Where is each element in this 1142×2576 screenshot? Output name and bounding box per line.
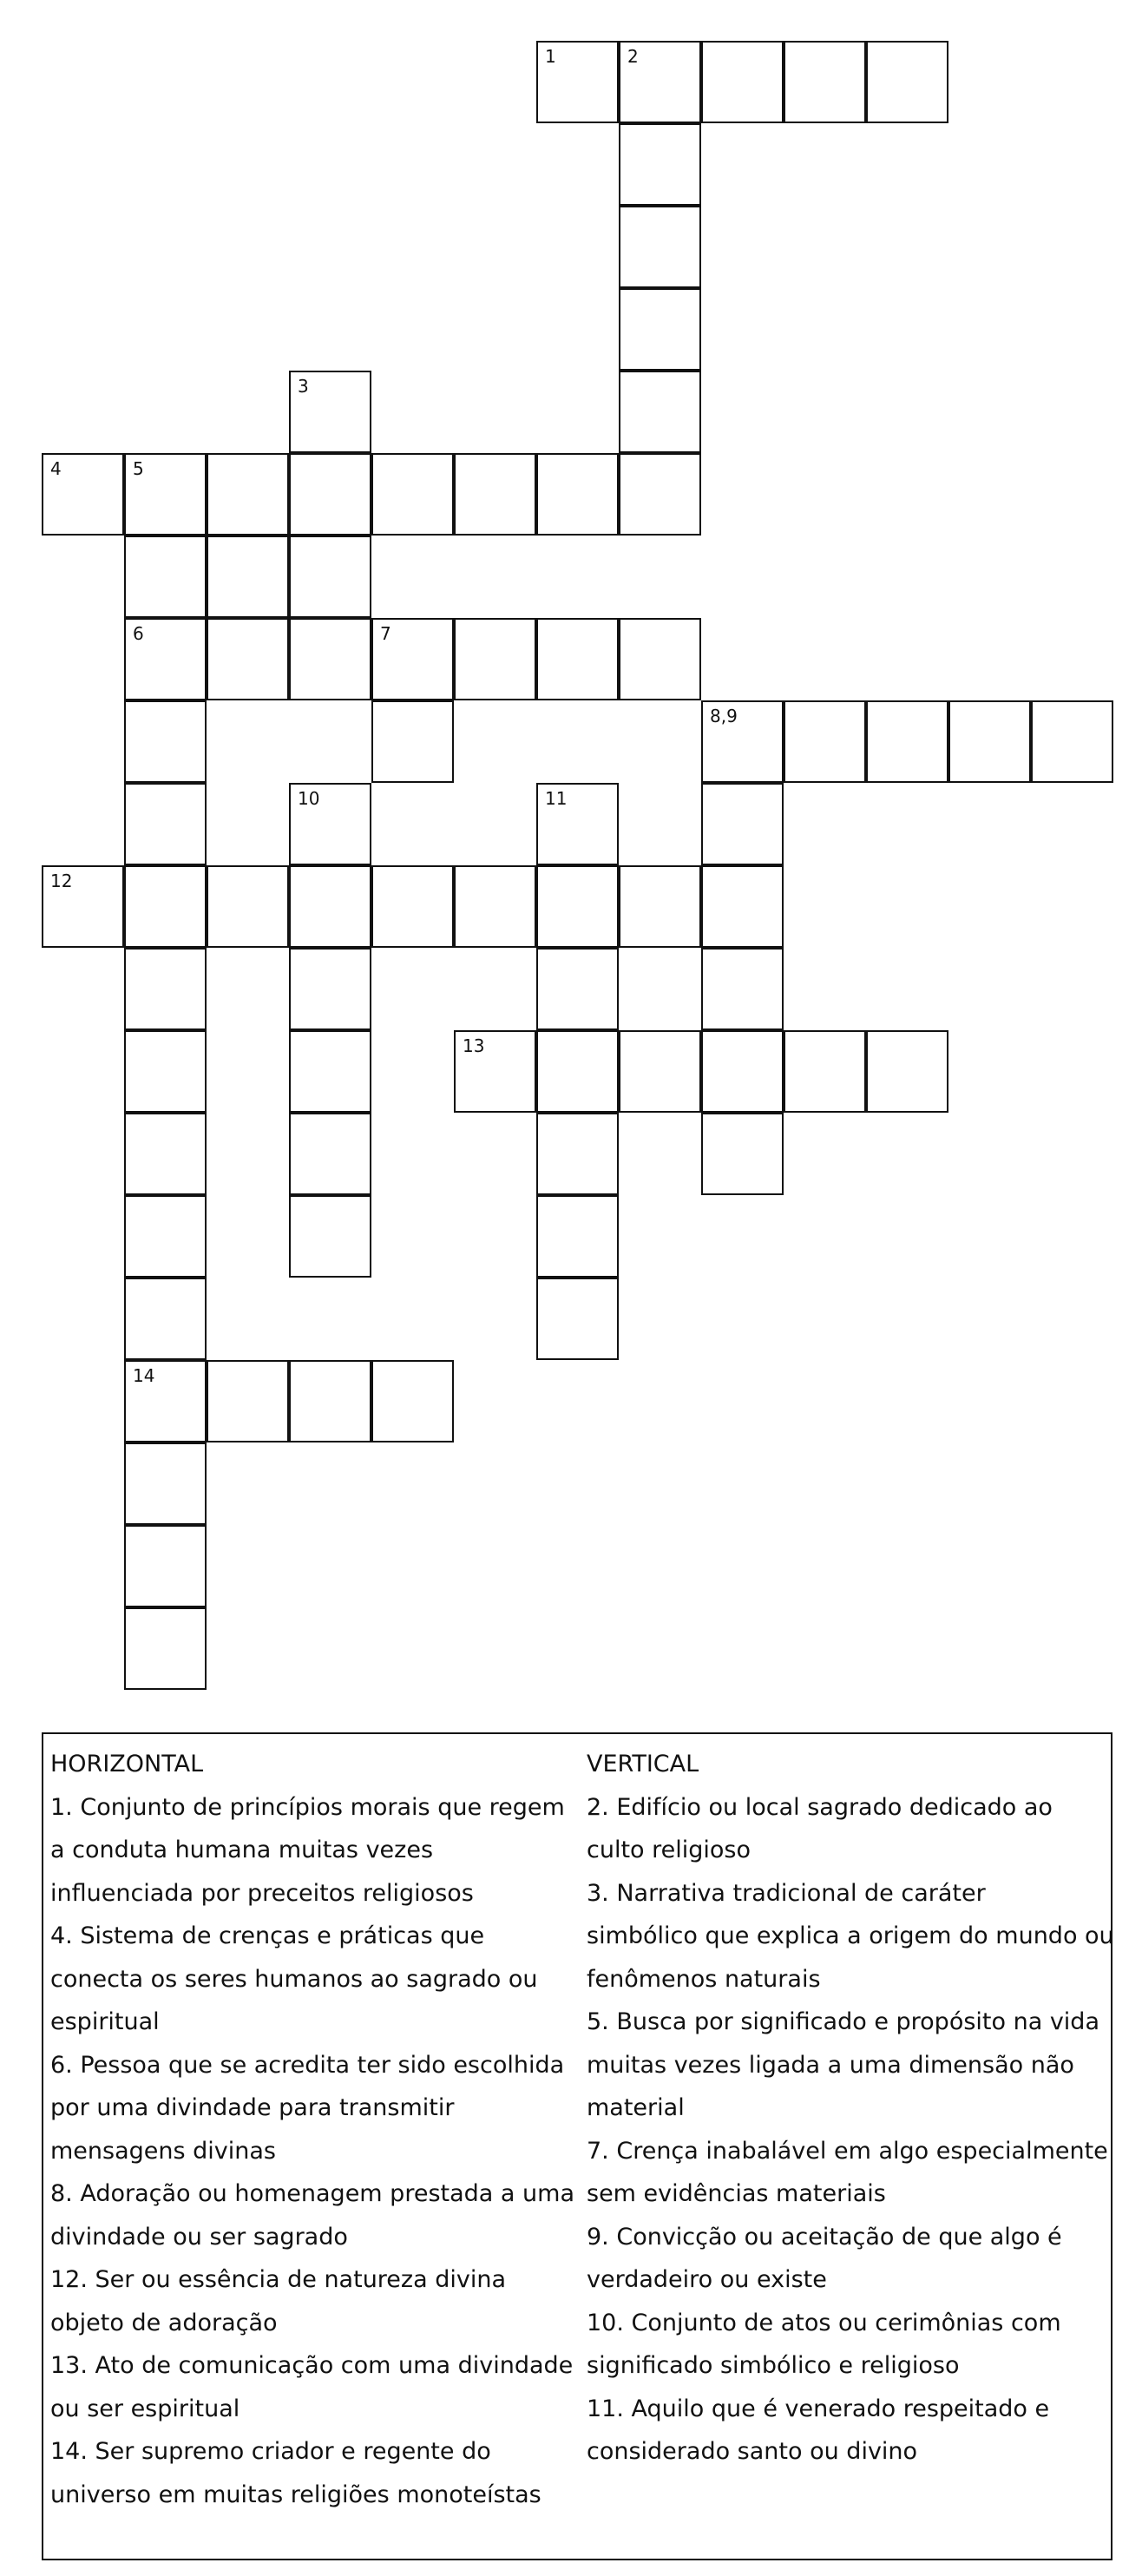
grid-cell[interactable]	[701, 865, 784, 948]
clue-line: 14. Ser supremo criador e regente do	[50, 2438, 491, 2465]
grid-cell[interactable]	[124, 1195, 207, 1278]
grid-cell[interactable]	[124, 700, 207, 783]
clue-line: fenômenos naturais	[587, 1965, 821, 1993]
clue-heading: HORIZONTAL	[50, 1751, 204, 1778]
grid-cell[interactable]	[701, 948, 784, 1030]
grid-cell[interactable]	[536, 1278, 619, 1360]
clue-line: divindade ou ser sagrado	[50, 2223, 348, 2251]
grid-cell[interactable]	[619, 865, 701, 948]
grid-cell[interactable]	[124, 536, 207, 618]
grid-cell[interactable]	[948, 700, 1031, 783]
grid-cell[interactable]	[124, 948, 207, 1030]
clue-line: espiritual	[50, 2008, 160, 2035]
clue-line: verdadeiro ou existe	[587, 2266, 827, 2293]
grid-cell[interactable]	[124, 1360, 207, 1442]
grid-cell[interactable]	[207, 536, 289, 618]
horizontal-clues	[50, 1743, 584, 2516]
clue-line: 8. Adoração ou homenagem prestada a uma	[50, 2180, 574, 2207]
clue-line: 13. Ato de comunicação com uma divindade	[50, 2352, 574, 2379]
grid-cell[interactable]	[289, 1113, 371, 1195]
clue-line: 6. Pessoa que se acredita ter sido escolhida	[50, 2051, 565, 2079]
grid-cell[interactable]	[207, 453, 289, 536]
grid-cell[interactable]	[536, 41, 619, 123]
grid-cell[interactable]	[619, 1030, 701, 1113]
grid-cell[interactable]	[536, 1113, 619, 1195]
grid-cell[interactable]	[371, 700, 454, 783]
clue-line: simbólico que explica a origem do mundo ou	[587, 1922, 1114, 1949]
clue-line: sem evidências materiais	[587, 2180, 886, 2207]
grid-cell[interactable]	[124, 1442, 207, 1525]
grid-cell[interactable]	[619, 371, 701, 453]
grid-cell[interactable]	[536, 865, 619, 948]
grid-cell[interactable]	[536, 783, 619, 865]
grid-cell[interactable]	[866, 41, 948, 123]
clue-line: ou ser espiritual	[50, 2395, 240, 2422]
clue-line: 11. Aquilo que é venerado respeitado e	[587, 2395, 1050, 2422]
grid-cell[interactable]	[207, 1360, 289, 1442]
clue-line: culto religioso	[587, 1837, 751, 1863]
vertical-clues	[587, 1743, 1114, 2474]
grid-cell[interactable]	[289, 453, 371, 536]
grid-cell[interactable]	[124, 783, 207, 865]
clue-line: 10. Conjunto de atos ou cerimônias com	[587, 2309, 1061, 2336]
clue-heading: VERTICAL	[587, 1751, 699, 1778]
clue-line: universo em muitas religiões monoteístas	[50, 2481, 541, 2508]
grid-cell[interactable]	[454, 453, 536, 536]
grid-cell[interactable]	[619, 288, 701, 371]
grid-cell[interactable]	[124, 1525, 207, 1607]
grid-cell[interactable]	[536, 948, 619, 1030]
clues-box	[42, 1732, 1112, 2560]
clue-line: muitas vezes ligada a uma dimensão não	[587, 2051, 1074, 2079]
grid-cell[interactable]	[454, 865, 536, 948]
grid-cell[interactable]	[536, 453, 619, 536]
grid-cell[interactable]	[784, 700, 866, 783]
grid-cell[interactable]	[784, 1030, 866, 1113]
clue-line: 4. Sistema de crenças e práticas que	[50, 1922, 485, 1949]
clue-line: considerado santo ou divino	[587, 2438, 918, 2465]
grid-cell[interactable]	[619, 453, 701, 536]
clue-number: 2	[627, 46, 639, 67]
clue-line: 2. Edifício ou local sagrado dedicado ao	[587, 1793, 1053, 1821]
grid-cell[interactable]	[124, 1607, 207, 1690]
clue-number: 13	[463, 1035, 485, 1056]
clue-number: 3	[298, 376, 309, 397]
grid-cell[interactable]	[289, 1195, 371, 1278]
grid-cell[interactable]	[701, 1030, 784, 1113]
grid-cell[interactable]	[866, 1030, 948, 1113]
grid-cell[interactable]	[619, 123, 701, 206]
grid-cell[interactable]	[701, 783, 784, 865]
grid-cell[interactable]	[289, 1030, 371, 1113]
grid-cell[interactable]	[207, 865, 289, 948]
grid-cell[interactable]	[701, 700, 784, 783]
grid-cell[interactable]	[536, 1195, 619, 1278]
grid-cell[interactable]	[124, 1030, 207, 1113]
grid-cell[interactable]	[454, 618, 536, 700]
grid-cell[interactable]	[1031, 700, 1113, 783]
clue-number: 5	[133, 458, 144, 479]
grid-cell[interactable]	[289, 618, 371, 700]
clue-number: 8,9	[710, 706, 738, 726]
grid-cell[interactable]	[124, 453, 207, 536]
clue-line: material	[587, 2094, 685, 2121]
clue-line: 12. Ser ou essência de natureza divina	[50, 2266, 506, 2293]
clue-number: 1	[545, 46, 556, 67]
clue-line: 5. Busca por significado e propósito na vida	[587, 2008, 1099, 2035]
clue-number: 10	[298, 788, 320, 809]
grid-cell[interactable]	[289, 783, 371, 865]
grid-cell[interactable]	[124, 618, 207, 700]
clue-line: 9. Convicção ou aceitação de que algo é	[587, 2223, 1062, 2251]
clue-line: 7. Crença inabalável em algo especialmente	[587, 2137, 1108, 2165]
grid-cell[interactable]	[124, 1113, 207, 1195]
grid-cell[interactable]	[701, 1113, 784, 1195]
grid-cell[interactable]	[289, 371, 371, 453]
grid-cell[interactable]	[207, 618, 289, 700]
clue-number: 14	[133, 1365, 155, 1386]
grid-cell[interactable]	[289, 1360, 371, 1442]
grid-cell[interactable]	[536, 1030, 619, 1113]
grid-cell[interactable]	[701, 41, 784, 123]
clue-line: mensagens divinas	[50, 2137, 276, 2165]
grid-cell[interactable]	[124, 865, 207, 948]
grid-cell[interactable]	[866, 700, 948, 783]
grid-cell[interactable]	[42, 453, 124, 536]
clue-line: conecta os seres humanos ao sagrado ou	[50, 1965, 538, 1993]
clue-number: 4	[50, 458, 62, 479]
grid-cell[interactable]	[454, 1030, 536, 1113]
grid-cell[interactable]	[619, 41, 701, 123]
clue-line: significado simbólico e religioso	[587, 2352, 960, 2379]
clue-line: influenciada por preceitos religiosos	[50, 1879, 474, 1907]
clue-line: 3. Narrativa tradicional de caráter	[587, 1879, 986, 1907]
grid-cell[interactable]	[619, 206, 701, 288]
clue-number: 12	[50, 871, 73, 891]
clue-line: 1. Conjunto de princípios morais que regem	[50, 1793, 565, 1821]
grid-cell[interactable]	[371, 865, 454, 948]
grid-cell[interactable]	[371, 453, 454, 536]
grid-cell[interactable]	[289, 536, 371, 618]
clue-number: 6	[133, 623, 144, 644]
grid-cell[interactable]	[619, 618, 701, 700]
clue-line: a conduta humana muitas vezes	[50, 1837, 434, 1863]
grid-cell[interactable]	[536, 618, 619, 700]
grid-cell[interactable]	[42, 865, 124, 948]
grid-cell[interactable]	[371, 1360, 454, 1442]
grid-cell[interactable]	[371, 618, 454, 700]
clue-line: por uma divindade para transmitir	[50, 2094, 455, 2121]
grid-cell[interactable]	[124, 1278, 207, 1360]
clue-number: 7	[380, 623, 391, 644]
clue-line: objeto de adoração	[50, 2309, 278, 2336]
clue-number: 11	[545, 788, 568, 809]
grid-cell[interactable]	[784, 41, 866, 123]
grid-cell[interactable]	[289, 948, 371, 1030]
grid-cell[interactable]	[289, 865, 371, 948]
